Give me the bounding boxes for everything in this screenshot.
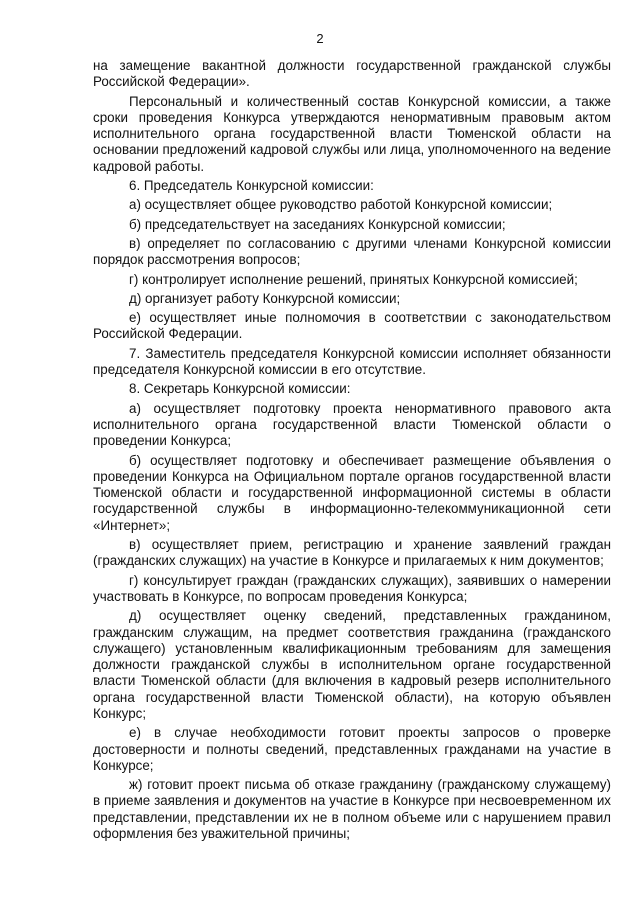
list-item: е) осуществляет иные полномочия в соответствии с законодательством Российской Федерации. — [93, 310, 611, 342]
section-heading: 8. Секретарь Конкурсной комиссии: — [129, 381, 351, 397]
list-item: а) осуществляет общее руководство работой Конкурсной комиссии; — [129, 197, 553, 213]
list-item: г) консультирует граждан (гражданских служащих), заявивших о намерении участвовать в Конкурсе, по вопросам проведения Конкурса; — [93, 572, 611, 604]
list-item: д) организует работу Конкурсной комиссии; — [129, 290, 401, 306]
list-item: е) в случае необходимости готовит проекты запросов о проверке достоверности и полноты сведений, представленных гражданами на участие в Конкурсе; — [93, 725, 611, 773]
page-number: 2 — [316, 31, 324, 46]
paragraph: Персональный и количественный состав Конкурсной комиссии, а также сроки проведения Конкурса утверждаются ненормативным правовым актом исполнительного органа государственной власти Тюменской области на основании предложений кадровой службы или лица, уполномоченного на ведение кадровой работы. — [93, 93, 611, 174]
paragraph: 7. Заместитель председателя Конкурсной комиссии исполняет обязанности председателя Конкурсной комиссии в его отсутствие. — [93, 345, 611, 378]
list-item: в) определяет по согласованию с другими членами Конкурсной комиссии порядок рассмотрения вопросов; — [93, 235, 611, 268]
section-heading: 6. Председатель Конкурсной комиссии: — [129, 178, 374, 194]
paragraph: на замещение вакантной должности государственной гражданской службы Российской Федерации». — [93, 58, 611, 90]
list-item: в) осуществляет прием, регистрацию и хранение заявлений граждан (гражданских служащих) на участие в Конкурсе и прилагаемых к ним документов; — [93, 537, 611, 569]
list-item: г) контролирует исполнение решений, принятых Конкурсной комиссией; — [129, 271, 578, 287]
document-body — [93, 58, 611, 845]
list-item: ж) готовит проект письма об отказе гражданину (гражданскому служащему) в приеме заявления и документов на участие в Конкурсе при несвоевременном их представлении, представлении их не в полном объеме или с нарушением правил оформления без уважительной причины; — [93, 777, 611, 842]
list-item: б) осуществляет подготовку и обеспечивает размещение объявления о проведении Конкурса на Официальном портале органов государственной власти Тюменской области и государственной информационной системы в области государственной службы в информационно-телекоммуникационной сети «Интернет»; — [93, 452, 611, 533]
list-item: б) председательствует на заседаниях Конкурсной комиссии; — [129, 216, 506, 232]
list-item: а) осуществляет подготовку проекта ненормативного правового акта исполнительного органа государственной власти Тюменской области о проведении Конкурса; — [93, 400, 611, 449]
list-item: д) осуществляет оценку сведений, представленных гражданином, гражданским служащим, на предмет соответствия гражданина (гражданского служащего) установленным квалификационным требованиям для замещения должности гражданской службы в исполнительном органе государственной власти Тюменской области (для включения в кадровый резерв исполнительного органа государственной власти Тюменской области), на которую объявлен Конкурс; — [93, 608, 611, 721]
